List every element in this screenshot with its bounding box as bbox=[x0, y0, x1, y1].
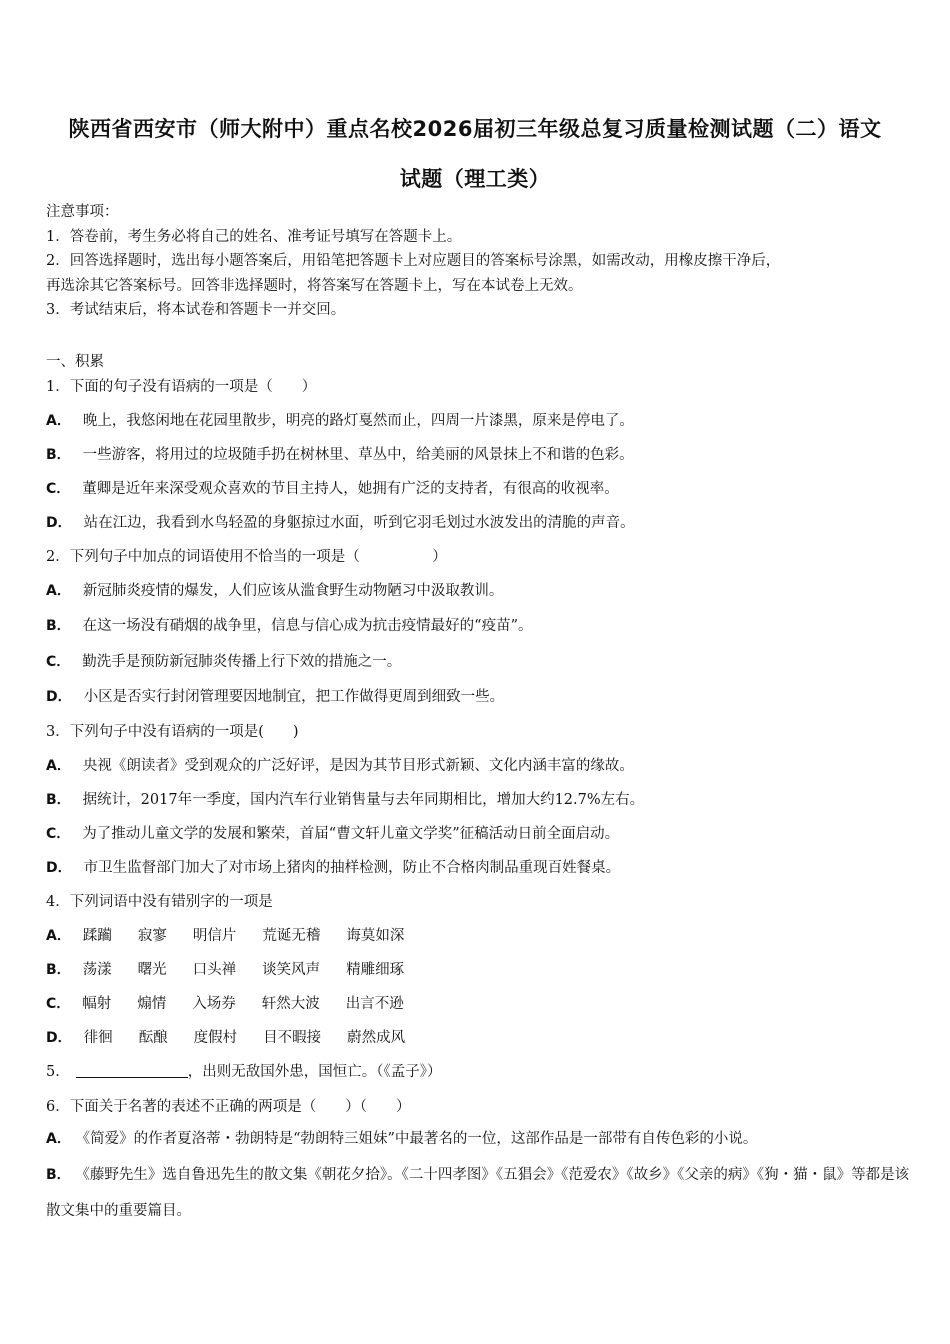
question-1-option-b bbox=[46, 443, 634, 464]
option-label: A． bbox=[46, 583, 71, 599]
option-label: B． bbox=[46, 618, 71, 634]
notice-block bbox=[46, 200, 916, 323]
notice-heading: 注意事项： bbox=[46, 204, 119, 220]
option-label: B． bbox=[46, 1167, 71, 1183]
word: 出言不逊 bbox=[345, 996, 404, 1012]
notice-item: 2．回答选择题时，选出每小题答案后，用铅笔把答题卡上对应题目的答案标号涂黑，如需改动，用橡皮擦干净后， bbox=[46, 253, 781, 269]
question-3-option-c bbox=[46, 822, 619, 843]
question-3-stem: 3．下列句子中没有语病的一项是( ) bbox=[46, 724, 299, 740]
question-4-option-a bbox=[46, 924, 430, 945]
question-1-option-d bbox=[46, 511, 635, 532]
word: 荡漾 bbox=[82, 962, 112, 978]
option-label: D． bbox=[46, 689, 72, 705]
option-text: 央视《朗读者》受到观众的广泛好评，是因为其节目形式新颖、文化内涵丰富的缘故。 bbox=[82, 758, 634, 774]
question-1-option-a bbox=[46, 409, 634, 430]
option-text: 《藤野先生》选自鲁迅先生的散文集《朝花夕拾》。《二十四孝图》《五猖会》《范爱农》《故乡》《父亲的病》《狗・猫・鼠》等都是该散文集中的重要篇目。 bbox=[46, 1167, 910, 1219]
word: 徘徊 bbox=[83, 1030, 113, 1046]
question-2-option-c bbox=[46, 650, 401, 671]
option-text: 在这一场没有硝烟的战争里，信息与信心成为抗击疫情最好的“疫苗”。 bbox=[82, 618, 533, 634]
option-text: 一些游客，将用过的垃圾随手扔在树林里、草丛中，给美丽的风景抹上不和谐的色彩。 bbox=[82, 447, 634, 463]
question-4-stem: 4．下列词语中没有错别字的一项是 bbox=[46, 894, 273, 910]
option-label: C． bbox=[46, 826, 71, 842]
word: 轩然大波 bbox=[261, 996, 320, 1012]
question-2-option-a bbox=[46, 579, 503, 600]
option-text: 《简爱》的作者夏洛蒂・勃朗特是“勃朗特三姐妹”中最著名的一位，这部作品是一部带有自传色彩的小说。 bbox=[82, 1131, 758, 1147]
title-line-1: 陕西省西安市（师大附中）重点名校2026届初三年级总复习质量检测试题（二）语文 bbox=[68, 117, 882, 141]
option-text: 新冠肺炎疫情的爆发，人们应该从滥食野生动物陋习中汲取教训。 bbox=[82, 583, 504, 599]
word: 寂寥 bbox=[137, 928, 167, 944]
question-4-option-c bbox=[46, 992, 430, 1013]
word: 酝酿 bbox=[138, 1030, 168, 1046]
question-6-option-a bbox=[46, 1121, 912, 1157]
option-text: 晚上，我悠闲地在花园里散步，明亮的路灯戛然而止，四周一片漆黑，原来是停电了。 bbox=[82, 413, 634, 429]
option-label: B． bbox=[46, 447, 71, 463]
section-heading: 一、积累 bbox=[46, 354, 104, 370]
question-6-stem: 6．下面关于名著的表述不正确的两项是（ ）（ ） bbox=[46, 1099, 411, 1115]
word: 度假村 bbox=[193, 1030, 238, 1046]
question-6-option-b bbox=[46, 1157, 912, 1229]
question-3-option-b bbox=[46, 788, 644, 809]
word: 蹂躏 bbox=[82, 928, 112, 944]
word: 明信片 bbox=[192, 928, 237, 944]
word: 诲莫如深 bbox=[346, 928, 405, 944]
word: 目不暇接 bbox=[263, 1030, 322, 1046]
option-label: D． bbox=[46, 515, 72, 531]
word: 蔚然成风 bbox=[347, 1030, 406, 1046]
answer-blank bbox=[76, 1063, 188, 1078]
question-3-option-d bbox=[46, 856, 620, 877]
option-label: D． bbox=[46, 860, 72, 876]
question-4-option-d bbox=[46, 1026, 431, 1047]
option-label: B． bbox=[46, 962, 71, 978]
question-4-option-b bbox=[46, 958, 430, 979]
option-text: 董卿是近年来深受观众喜欢的节目主持人，她拥有广泛的支持者，有很高的收视率。 bbox=[82, 481, 619, 497]
option-label: A． bbox=[46, 928, 71, 944]
word: 曙光 bbox=[137, 962, 167, 978]
option-text: 据统计，2017年一季度，国内汽车行业销售量与去年同期相比，增加大约12.7%左右。 bbox=[82, 792, 645, 808]
word: 幅射 bbox=[82, 996, 112, 1012]
option-text: 市卫生监督部门加大了对市场上猪肉的抽样检测，防止不合格肉制品重现百姓餐桌。 bbox=[83, 860, 621, 876]
question-3-option-a bbox=[46, 754, 634, 775]
notice-item: 3．考试结束后，将本试卷和答题卡一并交回。 bbox=[46, 302, 346, 318]
word: 荒诞无稽 bbox=[262, 928, 321, 944]
option-label: B． bbox=[46, 792, 71, 808]
question-2-stem: 2．下列句子中加点的词语使用不恰当的一项是（ ） bbox=[46, 549, 447, 565]
option-label: A． bbox=[46, 1131, 71, 1147]
option-label: C． bbox=[46, 654, 71, 670]
option-text: 站在江边，我看到水鸟轻盈的身躯掠过水面，听到它羽毛划过水波发出的清脆的声音。 bbox=[83, 515, 635, 531]
word: 口头禅 bbox=[192, 962, 237, 978]
word: 入场券 bbox=[192, 996, 236, 1012]
option-label: A． bbox=[46, 758, 71, 774]
option-text: 勤洗手是预防新冠肺炎传播上行下效的措施之一。 bbox=[82, 654, 402, 670]
notice-item: 再选涂其它答案标号。回答非选择题时，将答案写在答题卡上，写在本试卷上无效。 bbox=[46, 277, 583, 294]
option-text: 为了推动儿童文学的发展和繁荣，首届“曹文轩儿童文学奖”征稿活动日前全面启动。 bbox=[82, 826, 620, 842]
word: 煽情 bbox=[137, 996, 167, 1012]
question-1-option-c bbox=[46, 477, 619, 498]
option-label: A． bbox=[46, 413, 71, 429]
title-line-2: 试题（理工类） bbox=[399, 167, 551, 191]
page-title bbox=[40, 104, 910, 204]
option-label: C． bbox=[46, 996, 71, 1012]
word: 精雕细琢 bbox=[346, 962, 405, 978]
word: 谈笑风声 bbox=[262, 962, 321, 978]
notice-item: 1．答卷前，考生务必将自己的姓名、准考证号填写在答题卡上。 bbox=[46, 228, 462, 245]
question-2-option-b bbox=[46, 614, 533, 635]
question-number: 5． bbox=[46, 1064, 70, 1080]
option-label: C． bbox=[46, 481, 71, 497]
question-1-stem: 1．下面的句子没有语病的一项是（ ） bbox=[46, 379, 317, 395]
option-text: 小区是否实行封闭管理要因地制宜，把工作做得更周到细致一些。 bbox=[83, 689, 505, 705]
question-text: ，出则无敌国外患，国恒亡。（《孟子》） bbox=[187, 1064, 442, 1080]
question-2-option-d bbox=[46, 685, 504, 706]
option-label: D． bbox=[46, 1030, 72, 1046]
question-5 bbox=[46, 1060, 441, 1081]
